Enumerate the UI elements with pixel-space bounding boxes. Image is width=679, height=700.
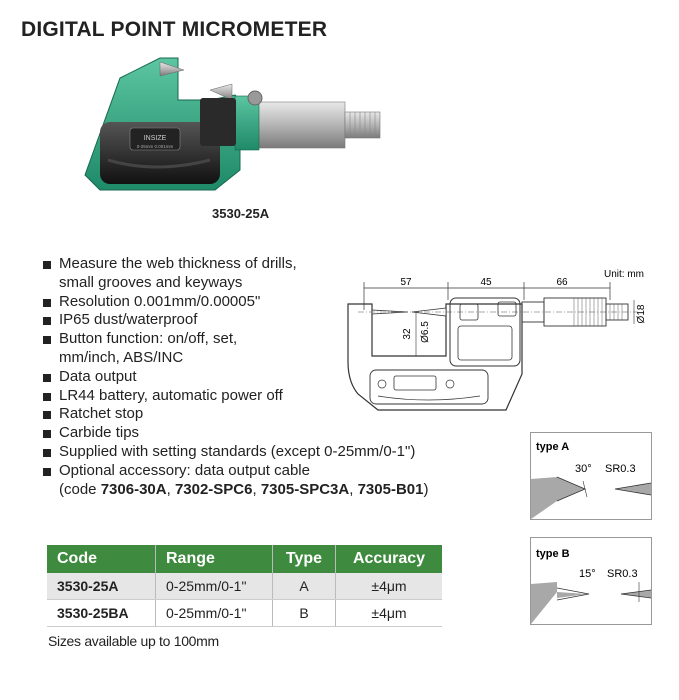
product-photo xyxy=(60,40,420,210)
feature-item: LR44 battery, automatic power off xyxy=(40,387,520,406)
svg-text:0-25mm 0.001mm: 0-25mm 0.001mm xyxy=(136,144,174,149)
product-model-label: 3530-25A xyxy=(212,206,270,221)
bullet-icon xyxy=(43,317,51,325)
feature-item: Measure the web thickness of drills, small grooves and keyways xyxy=(40,255,520,293)
unit-label: Unit: mm xyxy=(604,269,644,280)
bullet-icon xyxy=(43,336,51,344)
svg-text:INSIZE: INSIZE xyxy=(143,135,167,142)
bullet-icon xyxy=(43,468,51,476)
type-a-label: type A xyxy=(536,441,570,453)
bullet-icon xyxy=(43,411,51,419)
type-b-diagram xyxy=(530,537,652,625)
feature-item: Data output xyxy=(40,368,520,387)
col-code-header: Code xyxy=(47,545,156,573)
feature-item: Ratchet stop xyxy=(40,405,520,424)
type-b-angle: 15° xyxy=(579,568,596,580)
table-row: 3530-25BA 0-25mm/0-1" B ±4μm xyxy=(47,600,442,627)
cable-codes: (code 7306-30A, 7302-SPC6, 7305-SPC3A, 7305-B01) xyxy=(59,480,429,498)
table-header-row xyxy=(47,545,442,573)
spec-table xyxy=(47,545,442,627)
dim-d65: Ø6.5 xyxy=(420,321,431,343)
type-b-radius: SR0.3 xyxy=(607,568,638,580)
dim-32: 32 xyxy=(402,328,413,340)
col-accuracy-header: Accuracy xyxy=(336,545,443,573)
table-row: 3530-25A 0-25mm/0-1" A ±4μm xyxy=(47,573,442,600)
feature-item: Carbide tips xyxy=(40,424,520,443)
bullet-icon xyxy=(43,261,51,269)
feature-item: Button function: on/off, set, mm/inch, ABS/INC xyxy=(40,330,520,368)
feature-item: Resolution 0.001mm/0.00005" xyxy=(40,293,520,312)
type-a-angle: 30° xyxy=(575,463,592,475)
col-range-header: Range xyxy=(156,545,273,573)
bullet-icon xyxy=(43,449,51,457)
feature-item: Optional accessory: data output cable (code 7306-30A, 7302-SPC6, 7305-SPC3A, 7305-B01) xyxy=(40,462,520,500)
dim-66: 66 xyxy=(556,277,568,288)
feature-item: Supplied with setting standards (except 0-25mm/0-1") xyxy=(40,443,520,462)
bullet-icon xyxy=(43,374,51,382)
feature-item: IP65 dust/waterproof xyxy=(40,311,520,330)
type-a-diagram xyxy=(530,432,652,520)
bullet-icon xyxy=(43,393,51,401)
dim-45: 45 xyxy=(480,277,492,288)
technical-drawing xyxy=(338,262,653,422)
bullet-icon xyxy=(43,430,51,438)
page-title: DIGITAL POINT MICROMETER xyxy=(21,18,328,41)
type-a-radius: SR0.3 xyxy=(605,463,636,475)
sizes-note: Sizes available up to 100mm xyxy=(48,633,219,649)
col-type-header: Type xyxy=(273,545,336,573)
type-b-label: type B xyxy=(536,548,570,560)
dim-d18: Ø18 xyxy=(636,304,647,324)
bullet-icon xyxy=(43,299,51,307)
dim-57: 57 xyxy=(400,277,412,288)
